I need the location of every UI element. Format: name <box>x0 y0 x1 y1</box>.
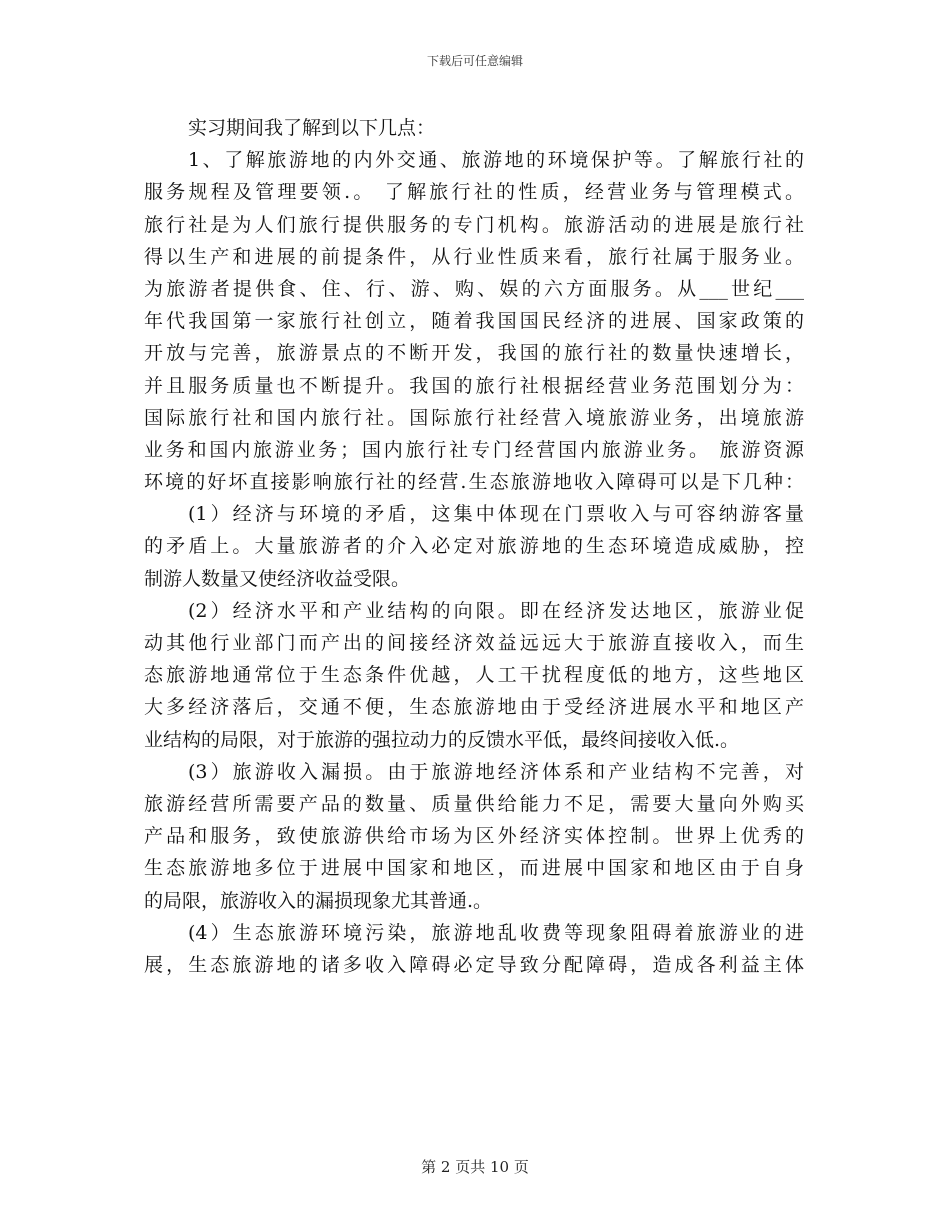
text-line: 制游人数量又使经济收益受限。 <box>144 567 411 590</box>
text-line: 旅游经营所需要产品的数量、质量供给能力不足，需要大量向外购买 <box>144 792 804 815</box>
text-line: 并且服务质量也不断提升。我国的旅行社根据经营业务范围划分为： <box>144 374 804 397</box>
page-number: 第 2 页共 10 页 <box>421 1158 529 1176</box>
text-line: 业务和国内旅游业务；国内旅行社专门经营国内旅游业务。 旅游资源 <box>144 438 804 461</box>
text-line: 国际旅行社和国内旅行社。国际旅行社经营入境旅游业务，出境旅游 <box>144 406 804 429</box>
text-line: 得以生产和进展的前提条件，从行业性质来看，旅行社属于服务业。 <box>144 245 804 268</box>
text-line: 态旅游地通常位于生态条件优越，人工干扰程度低的地方，这些地区 <box>144 664 804 687</box>
text-line: (4）生态旅游环境污染，旅游地乱收费等现象阻碍着旅游业的进 <box>188 921 804 944</box>
text-line: 实习期间我了解到以下几点： <box>188 117 436 139</box>
document-body <box>144 112 804 981</box>
text-line: 为旅游者提供食、住、行、游、购、娱的六方面服务。从___世纪___ <box>144 277 804 300</box>
text-line: 旅行社是为人们旅行提供服务的专门机构。旅游活动的进展是旅行社 <box>144 213 804 236</box>
text-line: 展，生态旅游地的诸多收入障碍必定导致分配障碍，造成各利益主体 <box>144 953 804 976</box>
text-line: 业结构的局限，对于旅游的强拉动力的反馈水平低，最终间接收入低.。 <box>144 728 740 751</box>
text-line: 的局限，旅游收入的漏损现象尤其普通.。 <box>144 889 493 912</box>
text-line: (1）经济与环境的矛盾，这集中体现在门票收入与可容纳游客量 <box>188 503 804 526</box>
text-line: 开放与完善，旅游景点的不断开发，我国的旅行社的数量快速增长， <box>144 342 804 365</box>
text-line: (2）经济水平和产业结构的向限。即在经济发达地区，旅游业促 <box>188 599 804 622</box>
text-line: 年代我国第一家旅行社创立，随着我国国民经济的进展、国家政策的 <box>144 310 804 333</box>
text-line: 产品和服务，致使旅游供给市场为区外经济实体控制。世界上优秀的 <box>144 825 804 848</box>
page-header: 下载后可任意编辑 <box>426 54 523 68</box>
text-line: (3）旅游收入漏损。由于旅游地经济体系和产业结构不完善，对 <box>188 760 804 783</box>
text-line: 大多经济落后，交通不便，生态旅游地由于受经济进展水平和地区产 <box>144 696 804 719</box>
text-line: 环境的好坏直接影响旅行社的经营.生态旅游地收入障碍可以是下几种： <box>144 471 804 494</box>
text-line: 的矛盾上。大量旅游者的介入必定对旅游地的生态环境造成威胁，控 <box>144 535 804 558</box>
text-line: 动其他行业部门而产出的间接经济效益远远大于旅游直接收入，而生 <box>144 632 804 654</box>
text-line: 1、了解旅游地的内外交通、旅游地的环境保护等。了解旅行社的 <box>188 149 804 172</box>
text-line: 服务规程及管理要领.。 了解旅行社的性质，经营业务与管理模式。 <box>144 181 804 204</box>
text-line: 生态旅游地多位于进展中国家和地区，而进展中国家和地区由于自身 <box>144 857 804 880</box>
